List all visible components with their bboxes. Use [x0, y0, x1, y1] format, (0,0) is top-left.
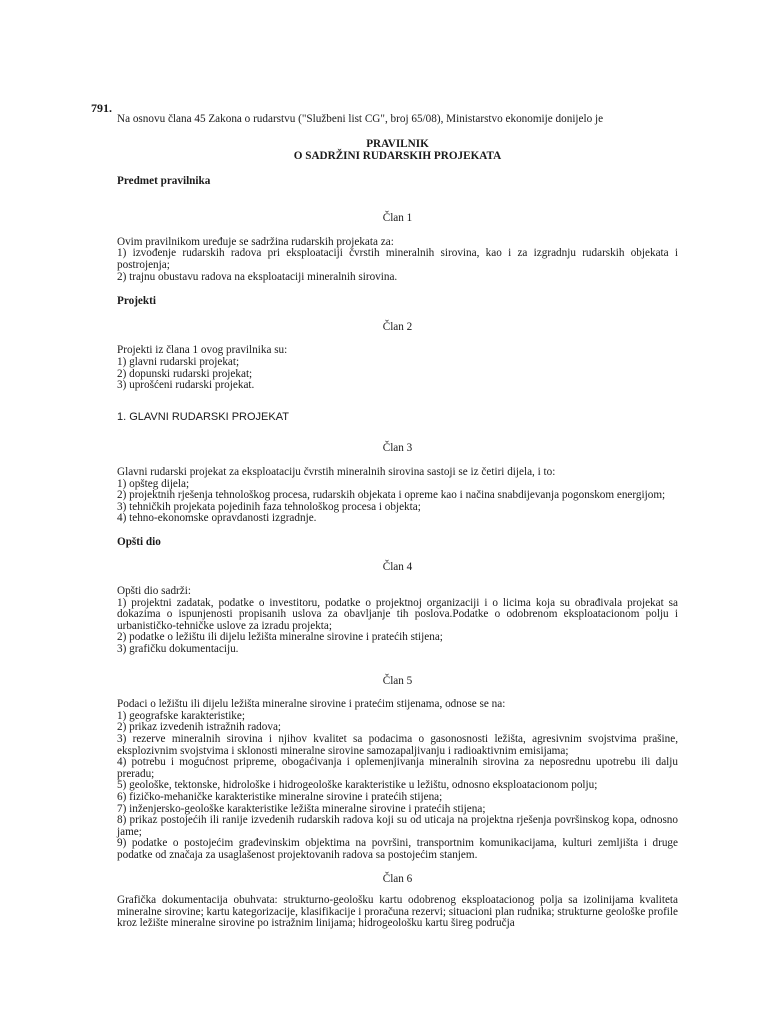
document-title — [117, 138, 678, 162]
section-heading-predmet: Predmet pravilnika — [117, 174, 211, 187]
title-line-2: O SADRŽINI RUDARSKIH PROJEKATA — [293, 149, 502, 162]
article-heading-3: Član 3 — [382, 442, 413, 455]
article-5-item-4: 4) potrebu i mogućnost pripreme, obogaćivanja i oplemenjivanja mineralnih sirovina za neposrednu upotrebu ili dalju preradu; — [117, 756, 678, 780]
article-heading-6: Član 6 — [382, 872, 413, 885]
article-2-lead: Projekti iz člana 1 ovog pravilnika su: — [117, 344, 288, 357]
article-3-lead: Glavni rudarski projekat za eksploataciju čvrstih mineralnih sirovina sastoji se iz četiri dijela, i to: — [117, 465, 556, 478]
article-4-lead: Opšti dio sadrži: — [117, 585, 191, 598]
article-3-item-2: 2) projektnih rješenja tehnološkog procesa, rudarskih objekata i opreme kao i načina snabdijevanja pogonskom energijom; — [117, 489, 666, 502]
article-2-item-2: 2) dopunski rudarski projekat; — [117, 367, 253, 380]
article-3-item-1: 1) opšteg dijela; — [117, 477, 190, 490]
intro-paragraph: Na osnovu člana 45 Zakona o rudarstvu ("Službeni list CG", broj 65/08), Ministarstvo ekonomije donijelo je — [117, 113, 604, 125]
section-heading-projekti: Projekti — [117, 295, 156, 308]
article-heading-1: Član 1 — [382, 212, 413, 225]
article-5-item-1: 1) geografske karakteristike; — [117, 709, 245, 722]
article-5-item-8: 8) prikaz postojećih ili ranije izvedenih rudarskih radova koji su od uticaja na projektna rješenja površinskog kopa, odnosno jame; — [117, 814, 678, 838]
article-5-item-2: 2) prikaz izvedenih istražnih radova; — [117, 721, 282, 734]
article-1-lead: Ovim pravilnikom uređuje se sadržina rudarskih projekata za: — [117, 235, 394, 248]
article-5-item-5: 5) geološke, tektonske, hidrološke i hidrogeološke karakteristike u ležištu, odnosno eksploatacionom polju; — [117, 779, 598, 792]
document-number: 791. — [91, 101, 112, 115]
article-5-lead: Podaci o ležištu ili dijelu ležišta mineralne sirovine i pratećim stijenama, odnose se na: — [117, 698, 506, 711]
section-heading-glavni-projekat: 1. GLAVNI RUDARSKI PROJEKAT — [117, 410, 289, 423]
section-heading-opsti-dio: Opšti dio — [117, 535, 161, 548]
article-heading-2: Član 2 — [382, 320, 413, 333]
article-6-lead: Grafička dokumentacija obuhvata: strukturno-geološku kartu odobrenog eksploatacionog polja sa izolinijama kvaliteta mineralne sirovine; kartu kategorizacije, klasifikacije i proračuna rezervi; situacioni plan rudnika; strukturne geološke profile kroz ležište mineralne sirovine po istražnim linijama; hidrogeološku kartu šireg područja — [117, 894, 678, 930]
title-line-1: PRAVILNIK — [366, 137, 429, 150]
article-2-item-3: 3) uprošćeni rudarski projekat. — [117, 379, 255, 392]
document-page — [117, 100, 678, 930]
article-2-item-1: 1) glavni rudarski projekat; — [117, 355, 240, 368]
article-4-item-3: 3) grafičku dokumentaciju. — [117, 643, 239, 656]
article-5-item-7: 7) inženjersko-geološke karakteristike ležišta mineralne sirovine i pratećih stijena; — [117, 802, 486, 815]
article-heading-4: Član 4 — [382, 561, 413, 574]
article-5-item-3: 3) rezerve mineralnih sirovina i njihov kvalitet sa podacima o gasonosnosti ležišta, agresivnim svojstvima prašine, eksplozivnim svojstvima i sklonosti mineralne sirovine samozapaljivanju i radioaktivnim emisijama; — [117, 733, 678, 757]
article-3-item-3: 3) tehničkih projekata pojedinih faza tehnološkog procesa i objekta; — [117, 500, 421, 513]
article-4-item-2: 2) podatke o ležištu ili dijelu ležišta mineralne sirovine i pratećih stijena; — [117, 631, 443, 644]
article-1-item-2: 2) trajnu obustavu radova na eksploataciji mineralnih sirovina. — [117, 270, 398, 283]
article-1-item-1: 1) izvođenje rudarskih radova pri eksploataciji čvrstih mineralnih sirovina, kao i za izgradnju rudarskih objekata i postrojenja; — [117, 247, 678, 271]
article-5-item-6: 6) fizičko-mehaničke karakteristike mineralne sirovine i pratećih stijena; — [117, 790, 443, 803]
article-3-item-4: 4) tehno-ekonomske opravdanosti izgradnje. — [117, 512, 317, 525]
article-5-item-9: 9) podatke o postojećim građevinskim objektima na površini, transportnim komunikacijama, kulturi zemljišta i druge podatke od značaja za usaglašenost projektovanih radova sa postojećim stanjem. — [117, 837, 678, 861]
article-heading-5: Član 5 — [382, 674, 413, 687]
article-4-item-1: 1) projektni zadatak, podatke o investitoru, podatke o projektnoj organizaciji i o licima koja su obrađivala projekat sa dokazima o ispunjenosti propisanih uslova za obavljanje tih poslova.Podatke o odobrenom eksploatacionom polju i urbanističko-tehničke uslove za izradu projekta; — [117, 596, 678, 632]
